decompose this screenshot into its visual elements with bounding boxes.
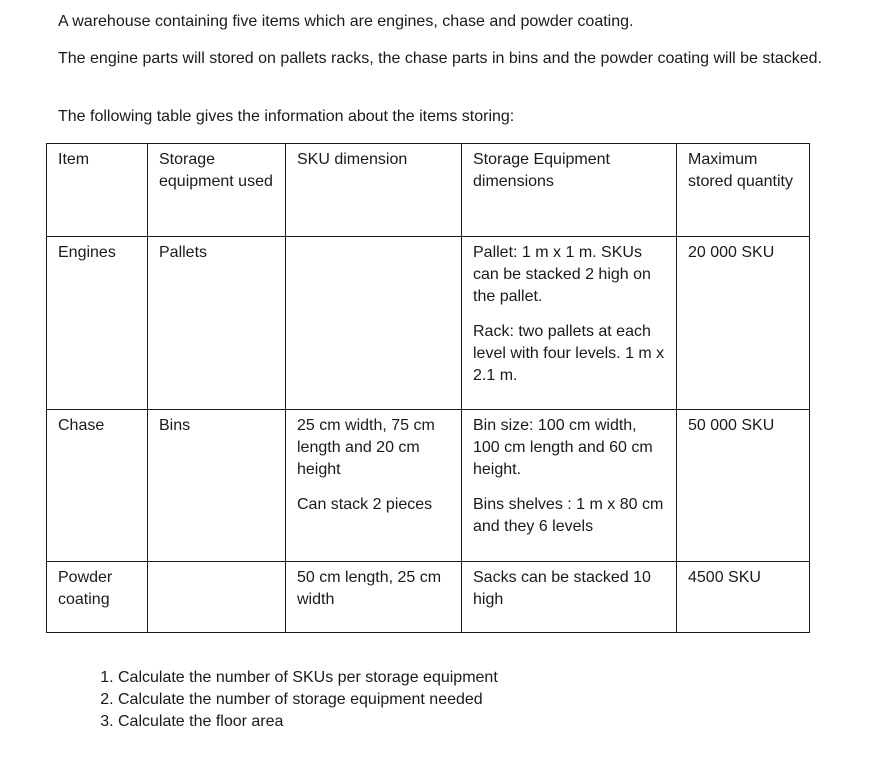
header-equipment-dimensions: Storage Equipment dimensions <box>462 144 677 237</box>
cell-equipment: Pallets <box>148 237 286 410</box>
cell-text: Bin size: 100 cm width, 100 cm length and 60 cm height. <box>473 417 653 478</box>
cell-sku-dimension <box>286 562 462 633</box>
cell-text: 25 cm width, 75 cm length and 20 cm height <box>297 417 435 478</box>
list-item: 2. Calculate the number of storage equipment needed <box>118 689 498 711</box>
cell-text: Rack: two pallets at each level with four levels. 1 m x 2.1 m. <box>473 323 665 384</box>
cell-text: Bins shelves : 1 m x 80 cm and they 6 levels <box>473 496 664 535</box>
table-row <box>47 410 810 562</box>
header-sku-dimension: SKU dimension <box>286 144 462 237</box>
list-item: 1. Calculate the number of SKUs per storage equipment <box>118 667 498 689</box>
intro-paragraph-2: The engine parts will stored on pallets racks, the chase parts in bins and the powder coating will be stacked. <box>58 50 822 67</box>
table-header-row <box>47 144 810 237</box>
header-max-quantity: Maximum stored quantity <box>677 144 810 237</box>
cell-equipment <box>148 562 286 633</box>
cell-max-quantity: 20 000 SKU <box>677 237 810 410</box>
header-item: Item <box>47 144 148 237</box>
questions-list <box>90 667 498 733</box>
list-item: 3. Calculate the floor area <box>118 711 498 733</box>
cell-max-quantity: 50 000 SKU <box>677 410 810 562</box>
cell-equipment: Bins <box>148 410 286 562</box>
cell-text: Can stack 2 pieces <box>297 496 433 513</box>
cell-text: Sacks can be stacked 10 high <box>473 569 651 608</box>
storage-info-table <box>46 143 810 633</box>
header-storage-equipment: Storage equipment used <box>148 144 286 237</box>
cell-text: Pallet: 1 m x 1 m. SKUs can be stacked 2 high on the pallet. <box>473 244 651 305</box>
cell-equipment-dimensions <box>462 410 677 562</box>
cell-sku-dimension <box>286 237 462 410</box>
cell-item: Engines <box>47 237 148 410</box>
intro-paragraph-3: The following table gives the information about the items storing: <box>58 108 515 125</box>
table-row <box>47 237 810 410</box>
cell-item: Chase <box>47 410 148 562</box>
intro-paragraph-1: A warehouse containing five items which are engines, chase and powder coating. <box>58 13 634 30</box>
cell-equipment-dimensions <box>462 562 677 633</box>
cell-text: 50 cm length, 25 cm width <box>297 569 442 608</box>
cell-item: Powder coating <box>47 562 148 633</box>
table-row <box>47 562 810 633</box>
cell-equipment-dimensions <box>462 237 677 410</box>
cell-max-quantity: 4500 SKU <box>677 562 810 633</box>
cell-sku-dimension <box>286 410 462 562</box>
